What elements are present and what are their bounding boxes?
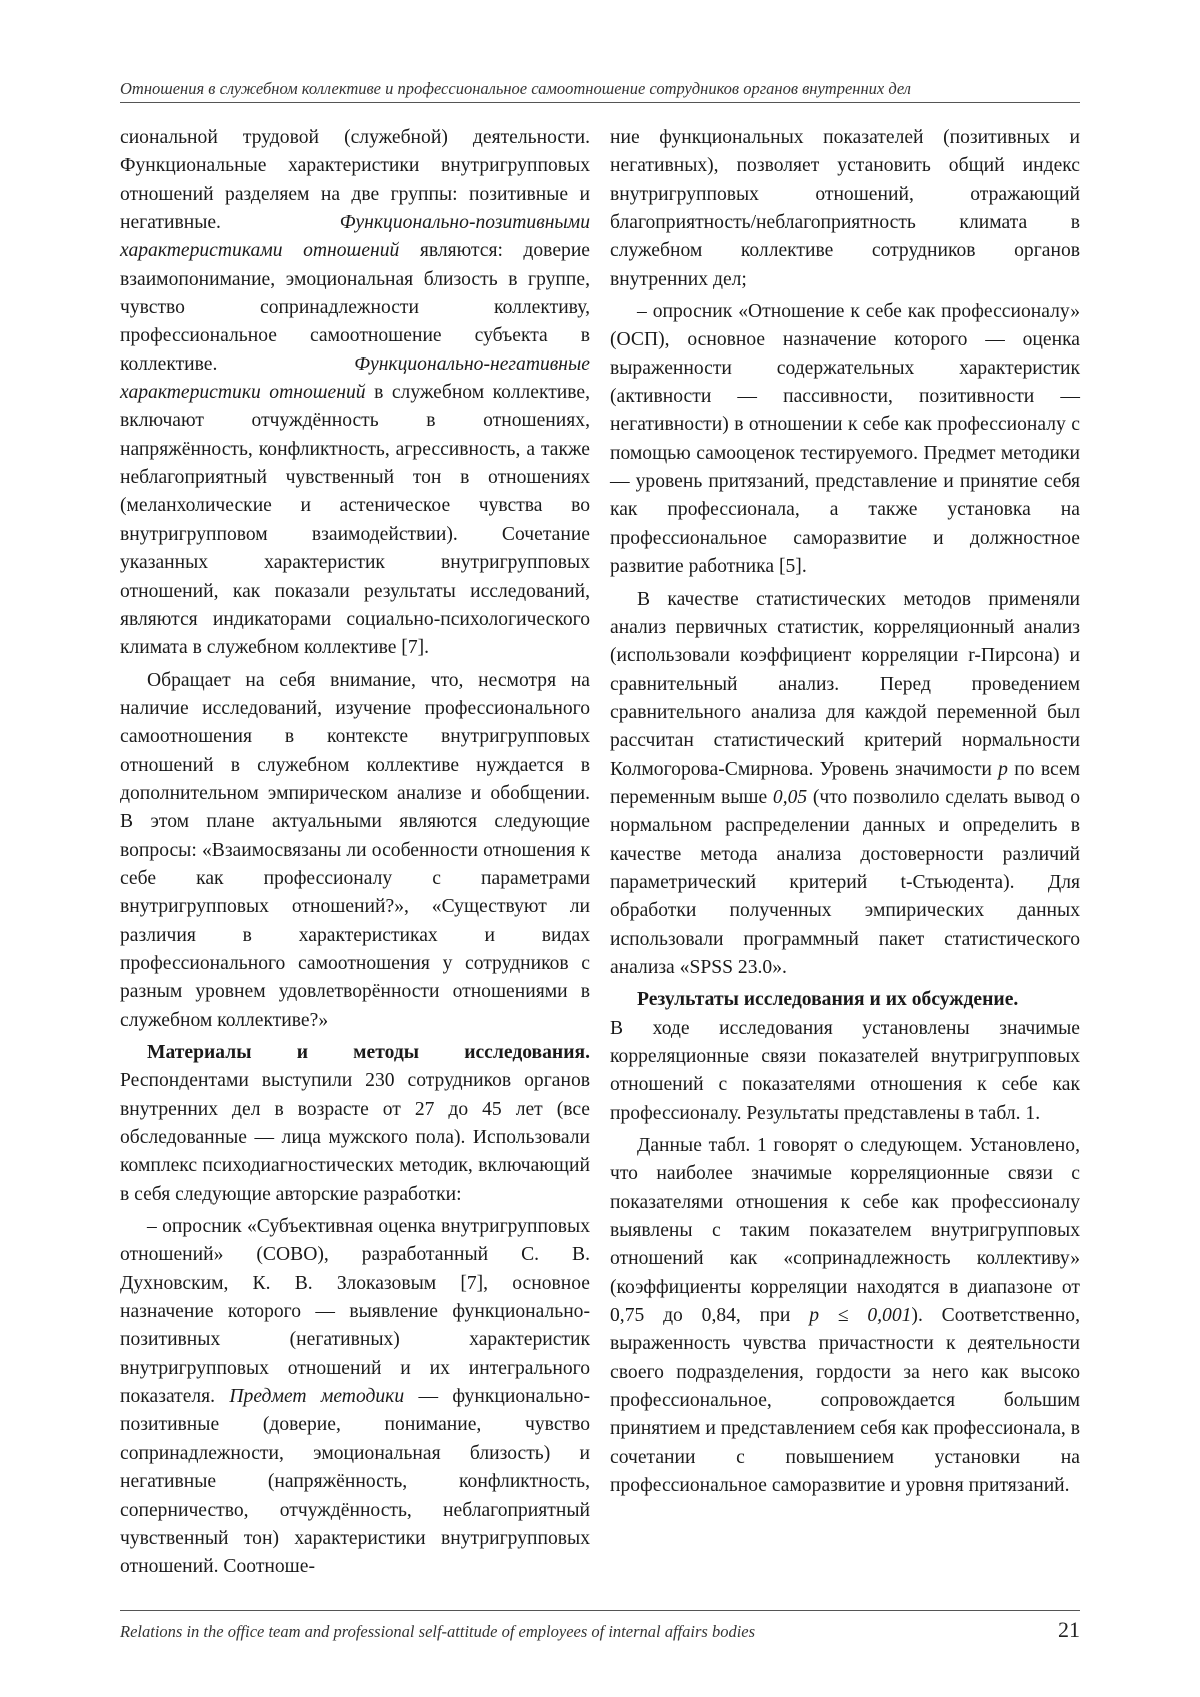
italic-term: p (998, 758, 1008, 780)
paragraph: ние функциональных показателей (позитивных и негативных), позволяет установить общий индекс внутригрупповых отношений, отражающий благоприятность/неблагоприятность климата в служебном коллективе сотрудников органов внутренних дел; (610, 127, 1080, 290)
italic-term: Функционально-позитивными характеристиками отношений (120, 212, 590, 262)
list-item: – опросник «Субъективная оценка внутригрупповых отношений» (СОВО), разработанный С. В. Духновским, К. В. Злоказовым [7], основное назначение которого — выявление функционально-позитивных (негативных) характеристик внутригрупповых отношений и их интегрального показателя. Предмет методики — функционально-позитивные (доверие, понимание, чувство сопринадлежности, эмоциональная близость) и негативные (напряжённость, конфликтность, соперничество, отчуждённость, неблагоприятный чувственный тон) характеристики внутригрупповых отношений. Соотноше- (120, 1216, 590, 1578)
paragraph: Обращает на себя внимание, что, несмотря на наличие исследований, изучение профессионального самоотношения в контексте внутригрупповых отношений в служебном коллективе нуждается в дополнительном эмпирическом анализе и обобщении. В этом плане актуальными являются следующие вопросы: «Взаимосвязаны ли особенности отношения к себе как профессионалу с параметрами внутригрупповых отношений?», «Существуют ли различия в характеристиках и видах профессионального самоотношения у сотрудников с разным уровнем удовлетворённости отношениями в служебном коллективе?» (120, 669, 590, 1031)
right-column (610, 124, 1080, 1505)
left-column (120, 124, 590, 1586)
paragraph: Материалы и методы исследования. Респондентами выступили 230 сотрудников органов внутренних дел в возрасте от 27 до 45 лет (все обследованные — лица мужского пола). Использовали комплекс психодиагностических методик, включающий в себя следующие авторские разработки: (120, 1042, 590, 1205)
footer (120, 1617, 1080, 1645)
italic-term: 0,05 (772, 786, 808, 808)
italic-term: Предмет методики (229, 1386, 405, 1408)
paragraph: Данные табл. 1 говорят о следующем. Установлено, что наиболее значимые корреляционные связи с показателями отношения к себе как профессионалу выявлены с таким показателем внутригрупповых отношений как «сопринадлежность коллективу» (коэффициенты корреляции находятся в диапазоне от 0,75 до 0,84, при p ≤ 0,001). Соответственно, выраженность чувства причастности к деятельности своего подразделения, гордости за него как высоко профессиональное, сопровождается большим принятием и представлением себя как профессионала, в сочетании с повышением установки на профессиональное саморазвитие и уровня притязаний. (610, 1135, 1081, 1497)
footer-rule (120, 1610, 1080, 1611)
page-number: 21 (1058, 1617, 1080, 1642)
section-heading: Результаты исследования и их обсуждение. (637, 989, 1019, 1011)
italic-term: p ≤ 0,001 (809, 1305, 912, 1327)
italic-term: Функционально-негативные характеристики отношений (120, 353, 590, 404)
header-rule (120, 102, 1080, 103)
section-heading: Материалы и методы исследования. (147, 1042, 590, 1063)
paragraph: В качестве статистических методов применяли анализ первичных статистик, корреляционный анализ (использовали коэффициент корреляции r-Пирсона) и сравнительный анализ. Перед проведением сравнительного анализа для каждой переменной был рассчитан статистический критерий нормальности Колмогорова-Смирнова. Уровень значимости p по всем переменным выше 0,05 (что позволило сделать вывод о нормальном распределении данных и определить в качестве метода анализа достоверности различий параметрический критерий t-Стьюдента). Для обработки полученных эмпирических данных использовали программный пакет статистического анализа «SPSS 23.0». (610, 588, 1081, 978)
list-item: – опросник «Отношение к себе как профессионалу» (ОСП), основное назначение которого — оценка выраженности содержательных характеристик (активности — пассивности, позитивности — негативности) в отношении к себе как профессионалу с помощью самооценок тестируемого. Предмет методики — уровень притязаний, представление и принятие себя как профессионала, а также установка на профессиональное саморазвитие и должностное развитие работника [5]. (610, 301, 1080, 578)
paragraph: сиональной трудовой (служебной) деятельности. Функциональные характеристики внутригрупповых отношений разделяем на две группы: позитивные и негативные. Функционально-позитивными характеристиками отношений являются: доверие взаимопонимание, эмоциональная близость в группе, чувство сопринадлежности коллективу, профессиональное самоотношение субъекта в коллективе. Функционально-негативные характеристики отношений в служебном коллективе, включают отчуждённость в отношениях, напряжённость, конфликтность, агрессивность, а также неблагоприятный чувственный тон в отношениях (меланхолические и астеническое чувства во внутригрупповом взаимодействии). Сочетание указанных характеристик внутригрупповых отношений, как показали результаты исследований, являются индикаторами социально-психологического климата в служебном коллективе [7]. (120, 127, 590, 659)
paragraph: Результаты исследования и их обсуждение. В ходе исследования установлены значимые корреляционные связи показателей внутригрупповых отношений с показателями отношения к себе как профессионалу. Результаты представлены в табл. 1. (610, 989, 1080, 1124)
footer-title: Relations in the office team and professional self-attitude of employees of internal affairs bodies (120, 1622, 756, 1641)
running-head: Отношения в служебном коллективе и профессиональное самоотношение сотрудников органов внутренних дел (120, 79, 912, 98)
